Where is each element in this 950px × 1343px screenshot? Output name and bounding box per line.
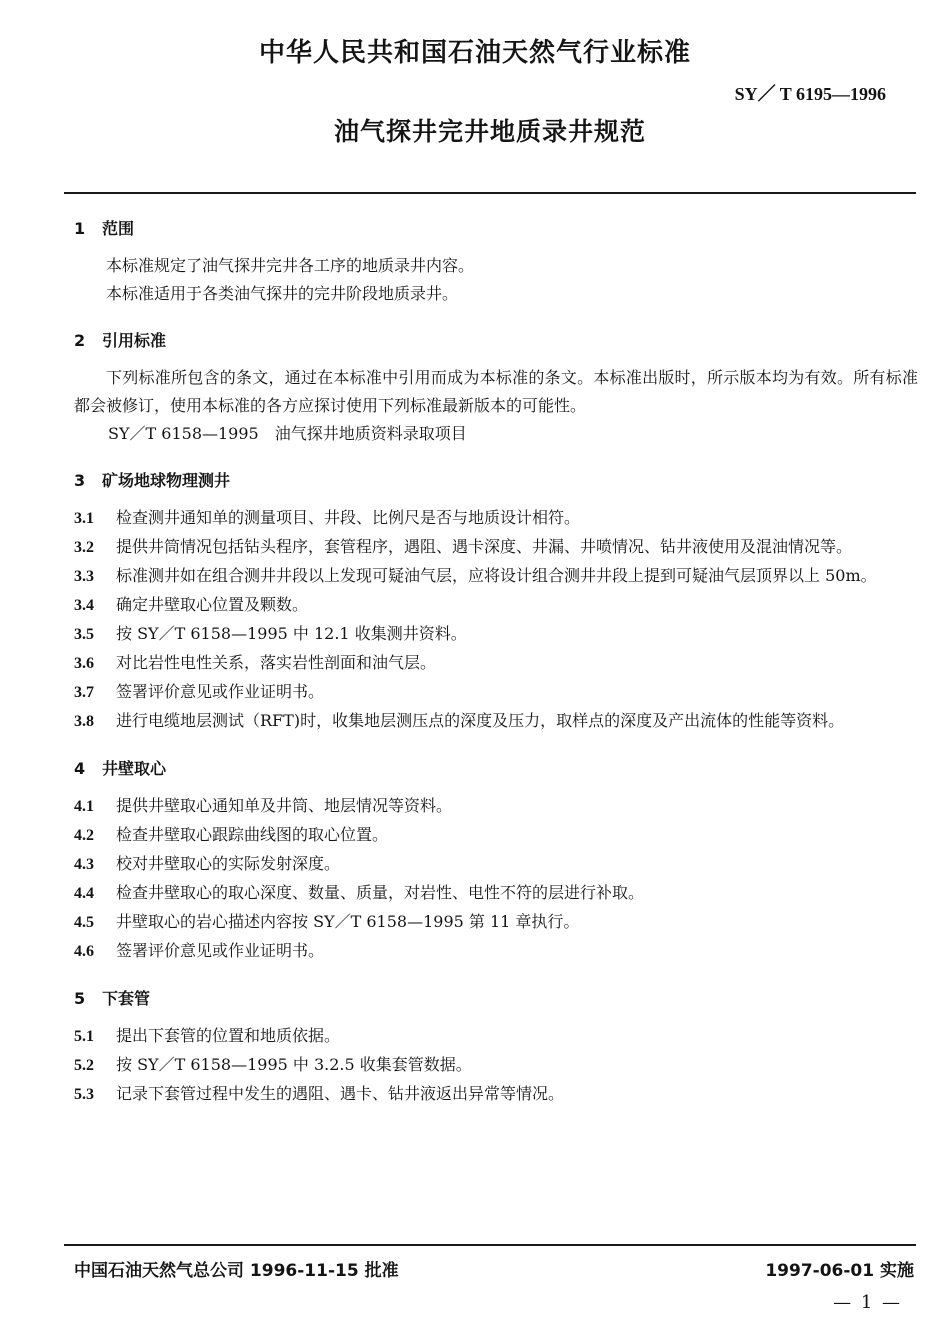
clause-item: [74, 908, 918, 937]
clause-text: 检查井壁取心的取心深度、数量、质量，对岩性、电性不符的层进行补取。: [116, 883, 645, 902]
clause-item: [74, 1080, 918, 1109]
clause-number: 4.2: [74, 827, 94, 844]
clause-number: 3.3: [74, 568, 94, 585]
clause-item: [74, 879, 918, 908]
footer-divider: [64, 1244, 916, 1246]
section-number: 2: [74, 331, 86, 350]
clause-item: [74, 1051, 918, 1080]
clause-item: [74, 850, 918, 879]
clause-item: [74, 533, 918, 562]
section-heading-5: [74, 984, 918, 1014]
section-title: 井壁取心: [102, 759, 167, 778]
clause-text: 校对井壁取心的实际发射深度。: [116, 854, 341, 873]
clause-number: 4.4: [74, 885, 94, 902]
section-number: 4: [74, 759, 86, 778]
clause-item: [74, 620, 918, 649]
document-title: 油气探井完井地质录井规范: [333, 117, 646, 146]
clause-item: [74, 821, 918, 850]
clause-item: [74, 937, 918, 966]
paragraph: 下列标准所包含的条文，通过在本标准中引用而成为本标准的条文。本标准出版时，所示版本均为有效。所有标准都会被修订，使用本标准的各方应探讨使用下列标准最新版本的可能性。: [74, 368, 918, 415]
clause-item: [74, 649, 918, 678]
clause-item: [74, 562, 918, 591]
clause-number: 3.1: [74, 510, 94, 527]
clause-item: [74, 591, 918, 620]
section-title: 引用标准: [102, 331, 167, 350]
section-heading-1: [74, 214, 918, 244]
implementation-date: 1997-06-01 实施: [765, 1261, 914, 1281]
header-divider: [64, 192, 916, 194]
clause-item: [74, 678, 918, 707]
clause-number: 4.1: [74, 798, 94, 815]
clause-text: 标准测井如在组合测井井段以上发现可疑油气层，应将设计组合测井井段上提到可疑油气层顶界以上 50m。: [116, 566, 877, 585]
clause-number: 3.6: [74, 655, 94, 672]
section-heading-2: [74, 326, 918, 356]
clause-text: 签署评价意见或作业证明书。: [116, 941, 325, 960]
clause-number: 3.4: [74, 597, 94, 614]
clause-item: [74, 707, 918, 736]
clause-text: 提供井筒情况包括钻头程序，套管程序，遇阻、遇卡深度、井漏、井喷情况、钻井液使用及混油情况等。: [116, 537, 853, 556]
section-number: 1: [74, 219, 86, 238]
clause-text: 按 SY／T 6158—1995 中 12.1 收集测井资料。: [116, 624, 467, 643]
standard-title: 中华人民共和国石油天然气行业标准: [258, 38, 691, 68]
clause-number: 5.2: [74, 1057, 94, 1074]
clause-text: 按 SY／T 6158—1995 中 3.2.5 收集套管数据。: [116, 1055, 472, 1074]
clause-text: 记录下套管过程中发生的遇阻、遇卡、钻井液返出异常等情况。: [116, 1084, 565, 1103]
clause-number: 5.1: [74, 1028, 94, 1045]
section-title: 矿场地球物理测井: [102, 471, 231, 490]
reference-entry: SY／T 6158—1995 油气探井地质资料录取项目: [108, 424, 467, 443]
clause-number: 5.3: [74, 1086, 94, 1103]
section-title: 下套管: [102, 989, 151, 1008]
standard-code: SY／ T 6195—1996: [734, 84, 886, 104]
clause-text: 提供井壁取心通知单及井筒、地层情况等资料。: [116, 796, 453, 815]
paragraph: 本标准适用于各类油气探井的完井阶段地质录井。: [106, 284, 459, 303]
clause-number: 4.5: [74, 914, 94, 931]
paragraph: 本标准规定了油气探井完井各工序的地质录井内容。: [106, 256, 475, 275]
approval-line: 中国石油天然气总公司 1996-11-15 批准: [74, 1261, 399, 1281]
clause-number: 4.3: [74, 856, 94, 873]
section-title: 范围: [102, 219, 135, 238]
clause-text: 确定井壁取心位置及颗数。: [116, 595, 309, 614]
page-number: — 1 —: [833, 1292, 902, 1313]
section-heading-4: [74, 754, 918, 784]
document-body: [74, 214, 918, 1109]
clause-item: [74, 1022, 918, 1051]
clause-text: 井壁取心的岩心描述内容按 SY／T 6158—1995 第 11 章执行。: [116, 912, 580, 931]
clause-text: 对比岩性电性关系，落实岩性剖面和油气层。: [116, 653, 437, 672]
clause-number: 3.7: [74, 684, 94, 701]
clause-item: [74, 792, 918, 821]
clause-text: 检查井壁取心跟踪曲线图的取心位置。: [116, 825, 389, 844]
clause-text: 提出下套管的位置和地质依据。: [116, 1026, 341, 1045]
clause-text: 签署评价意见或作业证明书。: [116, 682, 325, 701]
clause-number: 3.5: [74, 626, 94, 643]
clause-text: 进行电缆地层测试（RFT)时，收集地层测压点的深度及压力，取样点的深度及产出流体的性能等资料。: [116, 711, 845, 730]
clause-number: 4.6: [74, 943, 94, 960]
clause-text: 检查测井通知单的测量项目、井段、比例尺是否与地质设计相符。: [116, 508, 581, 527]
clause-item: [74, 504, 918, 533]
section-number: 5: [74, 989, 86, 1008]
section-heading-3: [74, 466, 918, 496]
clause-number: 3.2: [74, 539, 94, 556]
section-number: 3: [74, 471, 86, 490]
clause-number: 3.8: [74, 713, 94, 730]
